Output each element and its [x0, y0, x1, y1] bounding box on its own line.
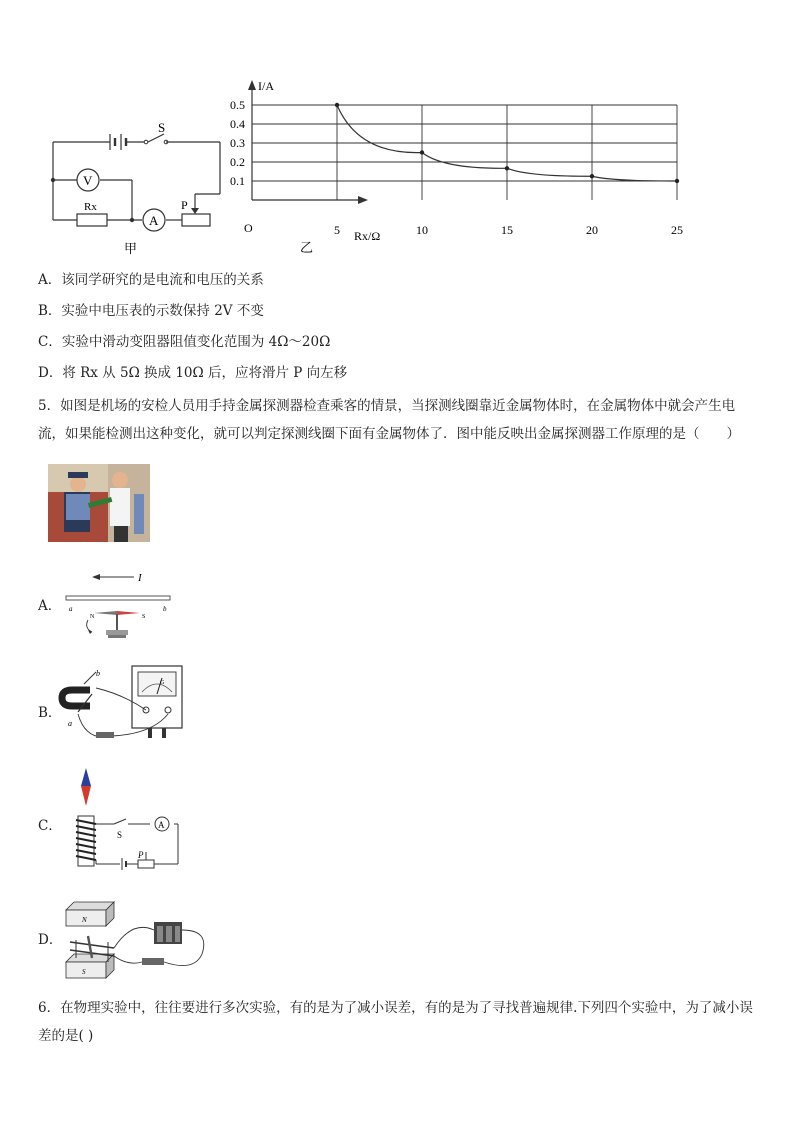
data-point: [420, 150, 424, 154]
svg-text:S: S: [142, 614, 146, 620]
x-tick-label: 15: [501, 223, 513, 237]
q4-option-a: A．该同学研究的是电流和电压的关系: [38, 272, 264, 288]
q4-option-b: B．实验中电压表的示数保持 2V 不变: [38, 303, 264, 319]
switch-label: S: [158, 120, 166, 135]
x-tick-label: 25: [671, 223, 683, 237]
q4-option-c: C．实验中滑动变阻器阻值变化范围为 4Ω～20Ω: [38, 334, 331, 350]
y-tick-label: 0.3: [230, 136, 245, 150]
caption-yi: 乙: [300, 240, 314, 255]
svg-text:G: G: [160, 680, 165, 686]
svg-text:S: S: [117, 830, 123, 840]
q5-stem: 5．如图是机场的安检人员用手持金属探测器检查乘客的情景，当探测线圈靠近金属物体时，在金属物体中就会产生电流，如果能检测出这种变化，就可以判定探测线圈下面有金属物体了．图中能反映出金属探测器工作原理的是（ ）: [38, 398, 740, 442]
q4-option-d: D．将 Rx 从 5Ω 换成 10Ω 后，应将滑片 P 向左移: [38, 365, 348, 381]
y-tick-label: 0.2: [230, 155, 245, 169]
voltmeter-label: V: [83, 173, 93, 188]
q5-option-d-label: D．: [38, 932, 63, 948]
security-check-photo: [48, 464, 150, 542]
q6-stem: 6．在物理实验中，往往要进行多次实验，有的是为了减小误差，有的是为了寻找普遍规律.下列四个实验中，为了减小误差的是( ): [38, 1000, 753, 1044]
graph-yi: [228, 76, 683, 256]
svg-text:N: N: [82, 916, 87, 924]
svg-text:N: N: [90, 614, 95, 620]
q5-option-b-figure: [62, 664, 187, 746]
caption-jia: 甲: [124, 241, 138, 256]
x-axis-label: Rx/Ω: [354, 229, 381, 243]
origin-label: O: [244, 221, 253, 235]
x-tick-label: 10: [416, 223, 428, 237]
q5-option-c-label: C．: [38, 818, 62, 834]
y-tick-label: 0.1: [230, 174, 245, 188]
q5-option-a-figure: [62, 568, 177, 643]
data-point: [675, 179, 679, 183]
y-axis-label: I/A: [258, 79, 274, 93]
slider-label: P: [181, 198, 188, 212]
svg-text:b: b: [96, 669, 100, 678]
q5-option-c-figure: [62, 768, 180, 868]
svg-text:I: I: [138, 572, 142, 584]
x-tick-label: 5: [334, 223, 340, 237]
svg-text:S: S: [82, 968, 86, 976]
svg-text:a: a: [69, 605, 73, 613]
q5-option-a-label: A．: [38, 598, 62, 614]
circuit-diagram-jia: [40, 110, 230, 260]
svg-text:a: a: [68, 719, 72, 728]
y-tick-label: 0.5: [230, 98, 245, 112]
ammeter-label: A: [149, 213, 159, 228]
data-point: [335, 103, 339, 107]
x-tick-label: 20: [586, 223, 598, 237]
svg-text:P: P: [138, 850, 144, 860]
q5-option-d-figure: [62, 900, 212, 982]
data-point: [590, 174, 594, 178]
svg-text:b: b: [163, 605, 167, 613]
data-point: [505, 166, 509, 170]
q5-option-b-label: B．: [38, 705, 62, 721]
svg-text:A: A: [158, 820, 165, 830]
rx-label: Rx: [84, 201, 97, 213]
y-tick-label: 0.4: [230, 117, 245, 131]
